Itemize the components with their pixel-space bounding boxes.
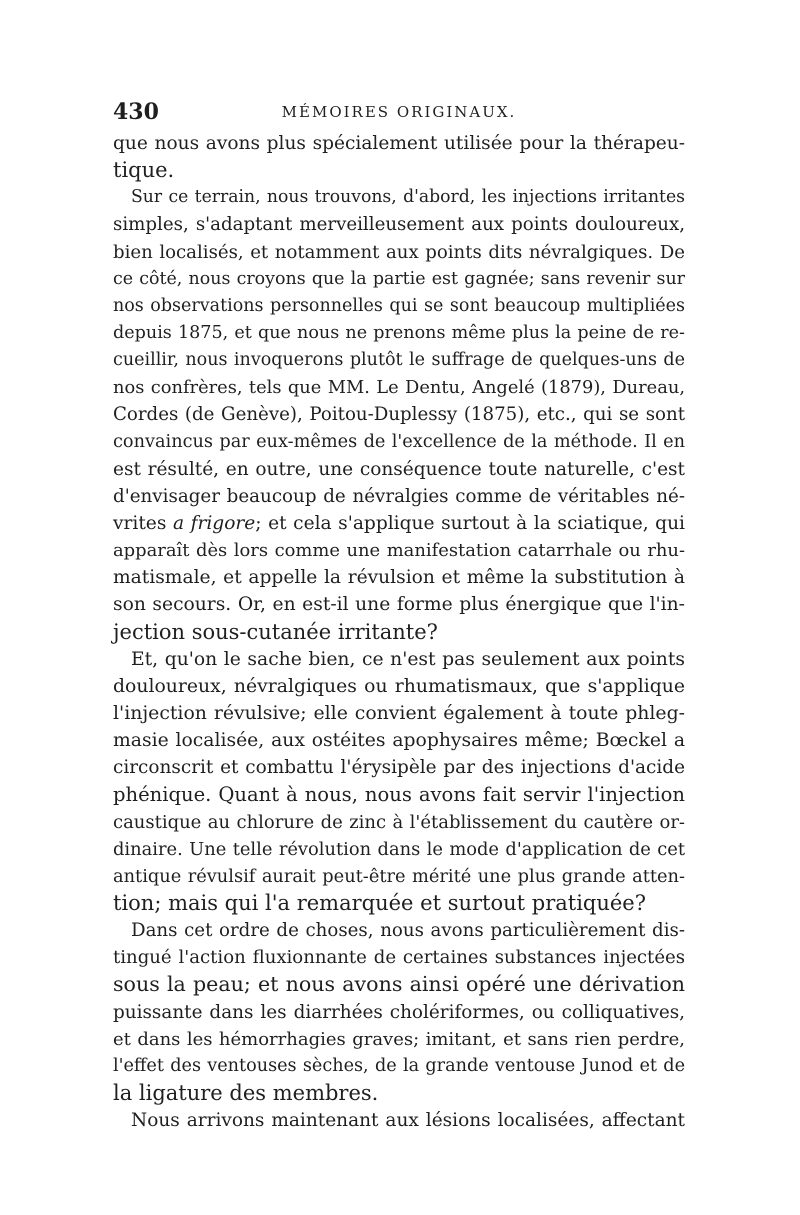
text-line: que nous avons plus spécialement utilisée pour la thérapeu- bbox=[113, 133, 685, 154]
text-line: jection sous-cutanée irritante? bbox=[113, 619, 438, 644]
text-segment: ; et cela s'applique surtout à la sciatique, qui bbox=[255, 512, 685, 534]
text-line: tion; mais qui l'a remarquée et surtout pratiquée? bbox=[113, 890, 646, 915]
text-line: masie localisée, aux ostéites apophysaires même; Bœckel a bbox=[113, 730, 685, 752]
italic-phrase: a frigore bbox=[172, 512, 256, 534]
text-line: dinaire. Une telle révolution dans le mode d'application de cet bbox=[113, 838, 685, 860]
text-line: d'envisager beaucoup de névralgies comme de véritables né- bbox=[113, 485, 685, 507]
text-line: simples, s'adaptant merveilleusement aux points douloureux, bbox=[113, 214, 685, 236]
text-line: la ligature des membres. bbox=[113, 1080, 379, 1105]
text-line: tingué l'action fluxionnante de certaines substances injectées bbox=[113, 947, 685, 969]
text-line: Dans cet ordre de choses, nous avons particulièrement dis- bbox=[131, 920, 685, 942]
text-line: l'injection révulsive; elle convient également à toute phleg- bbox=[113, 702, 685, 724]
text-line: son secours. Or, en est-il une forme plus énergique que l'in- bbox=[113, 594, 685, 616]
text-line: convaincus par eux-mêmes de l'excellence de la méthode. Il en bbox=[113, 431, 685, 452]
text-line: circonscrit et combattu l'érysipèle par des injections d'acide bbox=[113, 757, 685, 779]
text-line: matismale, et appelle la révulsion et même la substitution à bbox=[113, 567, 685, 589]
text-line: phénique. Quant à nous, nous avons fait servir l'injection bbox=[113, 783, 685, 807]
text-line: l'effet des ventouses sèches, de la grande ventouse Junod et de bbox=[113, 1055, 685, 1076]
text-line: cueillir, nous invoquerons plutôt le suffrage de quelques-uns de bbox=[113, 350, 685, 371]
text-line: et dans les hémorrhagies graves; imitant, et sans rien perdre, bbox=[113, 1028, 685, 1050]
text-line: bien localisés, et notamment aux points dits névralgiques. De bbox=[113, 241, 685, 263]
running-title: MÉMOIRES ORIGINAUX. bbox=[281, 103, 517, 121]
text-line: depuis 1875, et que nous ne prenons même plus la peine de re- bbox=[113, 322, 685, 343]
text-line: Sur ce terrain, nous trouvons, d'abord, les injections irritantes bbox=[131, 187, 685, 208]
text-line: douloureux, névralgiques ou rhumatismaux, que s'applique bbox=[113, 675, 685, 697]
text-line: est résulté, en outre, une conséquence toute naturelle, c'est bbox=[113, 458, 685, 480]
text-line bbox=[113, 510, 685, 537]
text-line: antique révulsif aurait peut-être mérité une plus grande atten- bbox=[113, 865, 685, 887]
text-line: caustique au chlorure de zinc à l'établissement du cautère or- bbox=[113, 811, 685, 833]
text-line: ce côté, nous croyons que la partie est gagnée; sans revenir sur bbox=[113, 268, 685, 289]
text-line: Et, qu'on le sache bien, ce n'est pas seulement aux points bbox=[131, 648, 685, 670]
text-line: Cordes (de Genève), Poitou-Duplessy (1875), etc., qui se sont bbox=[113, 404, 685, 426]
running-head bbox=[113, 97, 685, 127]
text-line: sous la peau; et nous avons ainsi opéré une dérivation bbox=[113, 972, 685, 997]
text-line: nos observations personnelles qui se sont beaucoup multipliées bbox=[113, 295, 685, 316]
page-number: 430 bbox=[113, 99, 159, 125]
text-line: nos confrères, tels que MM. Le Dentu, Angelé (1879), Dureau, bbox=[113, 377, 685, 399]
text-segment: vrites bbox=[113, 512, 173, 534]
text-line: puissante dans les diarrhées cholériformes, ou colliquatives, bbox=[113, 1001, 685, 1023]
text-line: apparaît dès lors comme une manifestation catarrhale ou rhu- bbox=[113, 540, 685, 562]
text-line: tique. bbox=[113, 158, 175, 183]
body-text bbox=[113, 130, 685, 1134]
text-line: Nous arrivons maintenant aux lésions localisées, affectant bbox=[131, 1110, 685, 1132]
